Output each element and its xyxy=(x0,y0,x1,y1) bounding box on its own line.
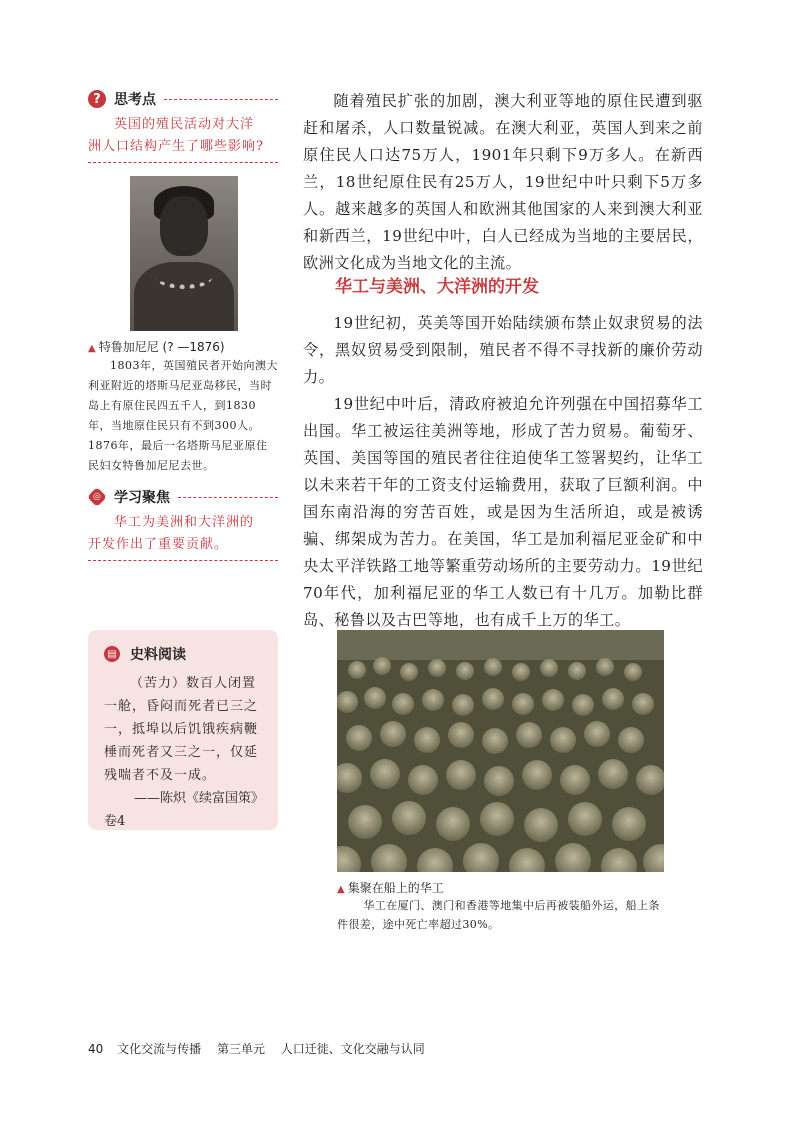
divider xyxy=(88,162,278,163)
portrait-necklace-shape xyxy=(156,266,212,289)
header-rule xyxy=(164,99,278,100)
portrait-photo-truganini xyxy=(130,176,238,331)
crowd-illustration xyxy=(337,630,664,872)
page-footer xyxy=(88,1040,425,1057)
portrait-caption-body xyxy=(88,356,278,476)
section-title: 华工与美洲、大洋洲的开发 xyxy=(335,277,539,297)
reading-title: 史料阅读 xyxy=(130,647,186,663)
portrait-caption-text: 特鲁加尼尼 (? —1876) xyxy=(98,340,225,354)
photo-chinese-laborers-on-ship xyxy=(337,630,664,872)
page-number: 40 xyxy=(88,1042,104,1056)
reading-header xyxy=(104,644,278,664)
think-question-line2: 洲人口结构产生了哪些影响? xyxy=(88,139,264,154)
photo-caption-title xyxy=(337,879,444,896)
photo-caption-body: 华工在厦门、澳门和香港等地集中后再被装船外运，船上条件很差，途中死亡率超过30%。 xyxy=(337,899,660,931)
diamond-target-icon: ◎ xyxy=(87,487,107,507)
reading-source: ——陈炽《续富国策》 xyxy=(133,791,264,806)
learning-focus-title: 学习聚焦 xyxy=(114,490,170,506)
portrait-head-shape xyxy=(160,196,208,256)
main-paragraph-3 xyxy=(303,391,703,634)
think-point-title: 思考点 xyxy=(114,92,156,108)
reading-volume: 卷4 xyxy=(104,814,126,829)
main-paragraph-1 xyxy=(303,88,703,277)
learning-focus-text xyxy=(88,512,278,556)
portrait-caption-title xyxy=(88,338,225,355)
think-point-box xyxy=(88,88,278,163)
triangle-marker-icon: ▲ xyxy=(337,884,345,895)
question-mark-icon: ? xyxy=(88,90,106,108)
paragraph-text: 19世纪中叶后，清政府被迫允许列强在中国招募华工出国。华工被运往美洲等地，形成了苦力贸易。葡萄牙、英国、美国等国的殖民者往往迫使华工签署契约，让华工以未来若干年的工资支付运输费用，获取了巨额利润。中国东南沿海的穷苦百姓，或是因为生活所迫，或是被诱骗、绑架成为苦力。在美国，华工是加利福尼亚金矿和中央太平洋铁路工地等繁重劳动场所的主要劳动力。19世纪70年代，加利福尼亚的华工人数已有十几万。加勒比群岛、秘鲁以及古巴等地，也有成千上万的华工。 xyxy=(303,395,703,629)
think-point-header xyxy=(88,88,278,110)
main-paragraph-2 xyxy=(303,310,703,391)
reading-quote: （苦力）数百人闭置一舱，昏闷而死者已三之一，抵埠以后饥饿疾病鞭棰而死者又三之一，仅延残喘者不及一成。 xyxy=(104,676,259,783)
header-rule xyxy=(178,497,278,498)
portrait-caption-body-text: 1803年，英国殖民者开始向澳大利亚附近的塔斯马尼亚岛移民，当时岛上有原住民四五千人，到1830年，当地原住民只有不到300人。1876年，最后一名塔斯马尼亚原住民妇女特鲁加尼尼去世。 xyxy=(88,359,278,472)
triangle-marker-icon: ▲ xyxy=(88,343,96,354)
learning-focus-header xyxy=(88,486,278,508)
learning-focus-box xyxy=(88,486,278,561)
book-title: 文化交流与传播 xyxy=(117,1042,202,1056)
divider xyxy=(88,560,278,561)
unit-label: 第三单元 xyxy=(216,1042,265,1056)
think-question-line1: 英国的殖民活动对大洋 xyxy=(114,117,255,132)
photo-caption-title-text: 集聚在船上的华工 xyxy=(347,881,444,895)
paragraph-text: 19世纪初，英美等国开始陆续颁布禁止奴隶贸易的法令，黑奴贸易受到限制，殖民者不得不寻找新的廉价劳动力。 xyxy=(303,314,703,386)
focus-text-line2: 开发作出了重要贡献。 xyxy=(88,537,229,552)
paragraph-text: 随着殖民扩张的加剧，澳大利亚等地的原住民遭到驱赶和屠杀，人口数量锐减。在澳大利亚，英国人到来之前原住民人口达75万人，1901年只剩下9万多人。在新西兰，18世纪原住民有25万人，19世纪中叶只剩下5万多人。越来越多的英国人和欧洲其他国家的人来到澳大利亚和新西兰，19世纪中叶，白人已经成为当地的主要居民，欧洲文化成为当地文化的主流。 xyxy=(303,92,703,272)
focus-text-line1: 华工为美洲和大洋洲的 xyxy=(114,515,255,530)
book-icon: ▤ xyxy=(104,646,120,662)
unit-title: 人口迁徙、文化交融与认同 xyxy=(280,1042,425,1056)
think-point-question xyxy=(88,114,278,158)
historical-source-reading-box xyxy=(88,630,278,830)
